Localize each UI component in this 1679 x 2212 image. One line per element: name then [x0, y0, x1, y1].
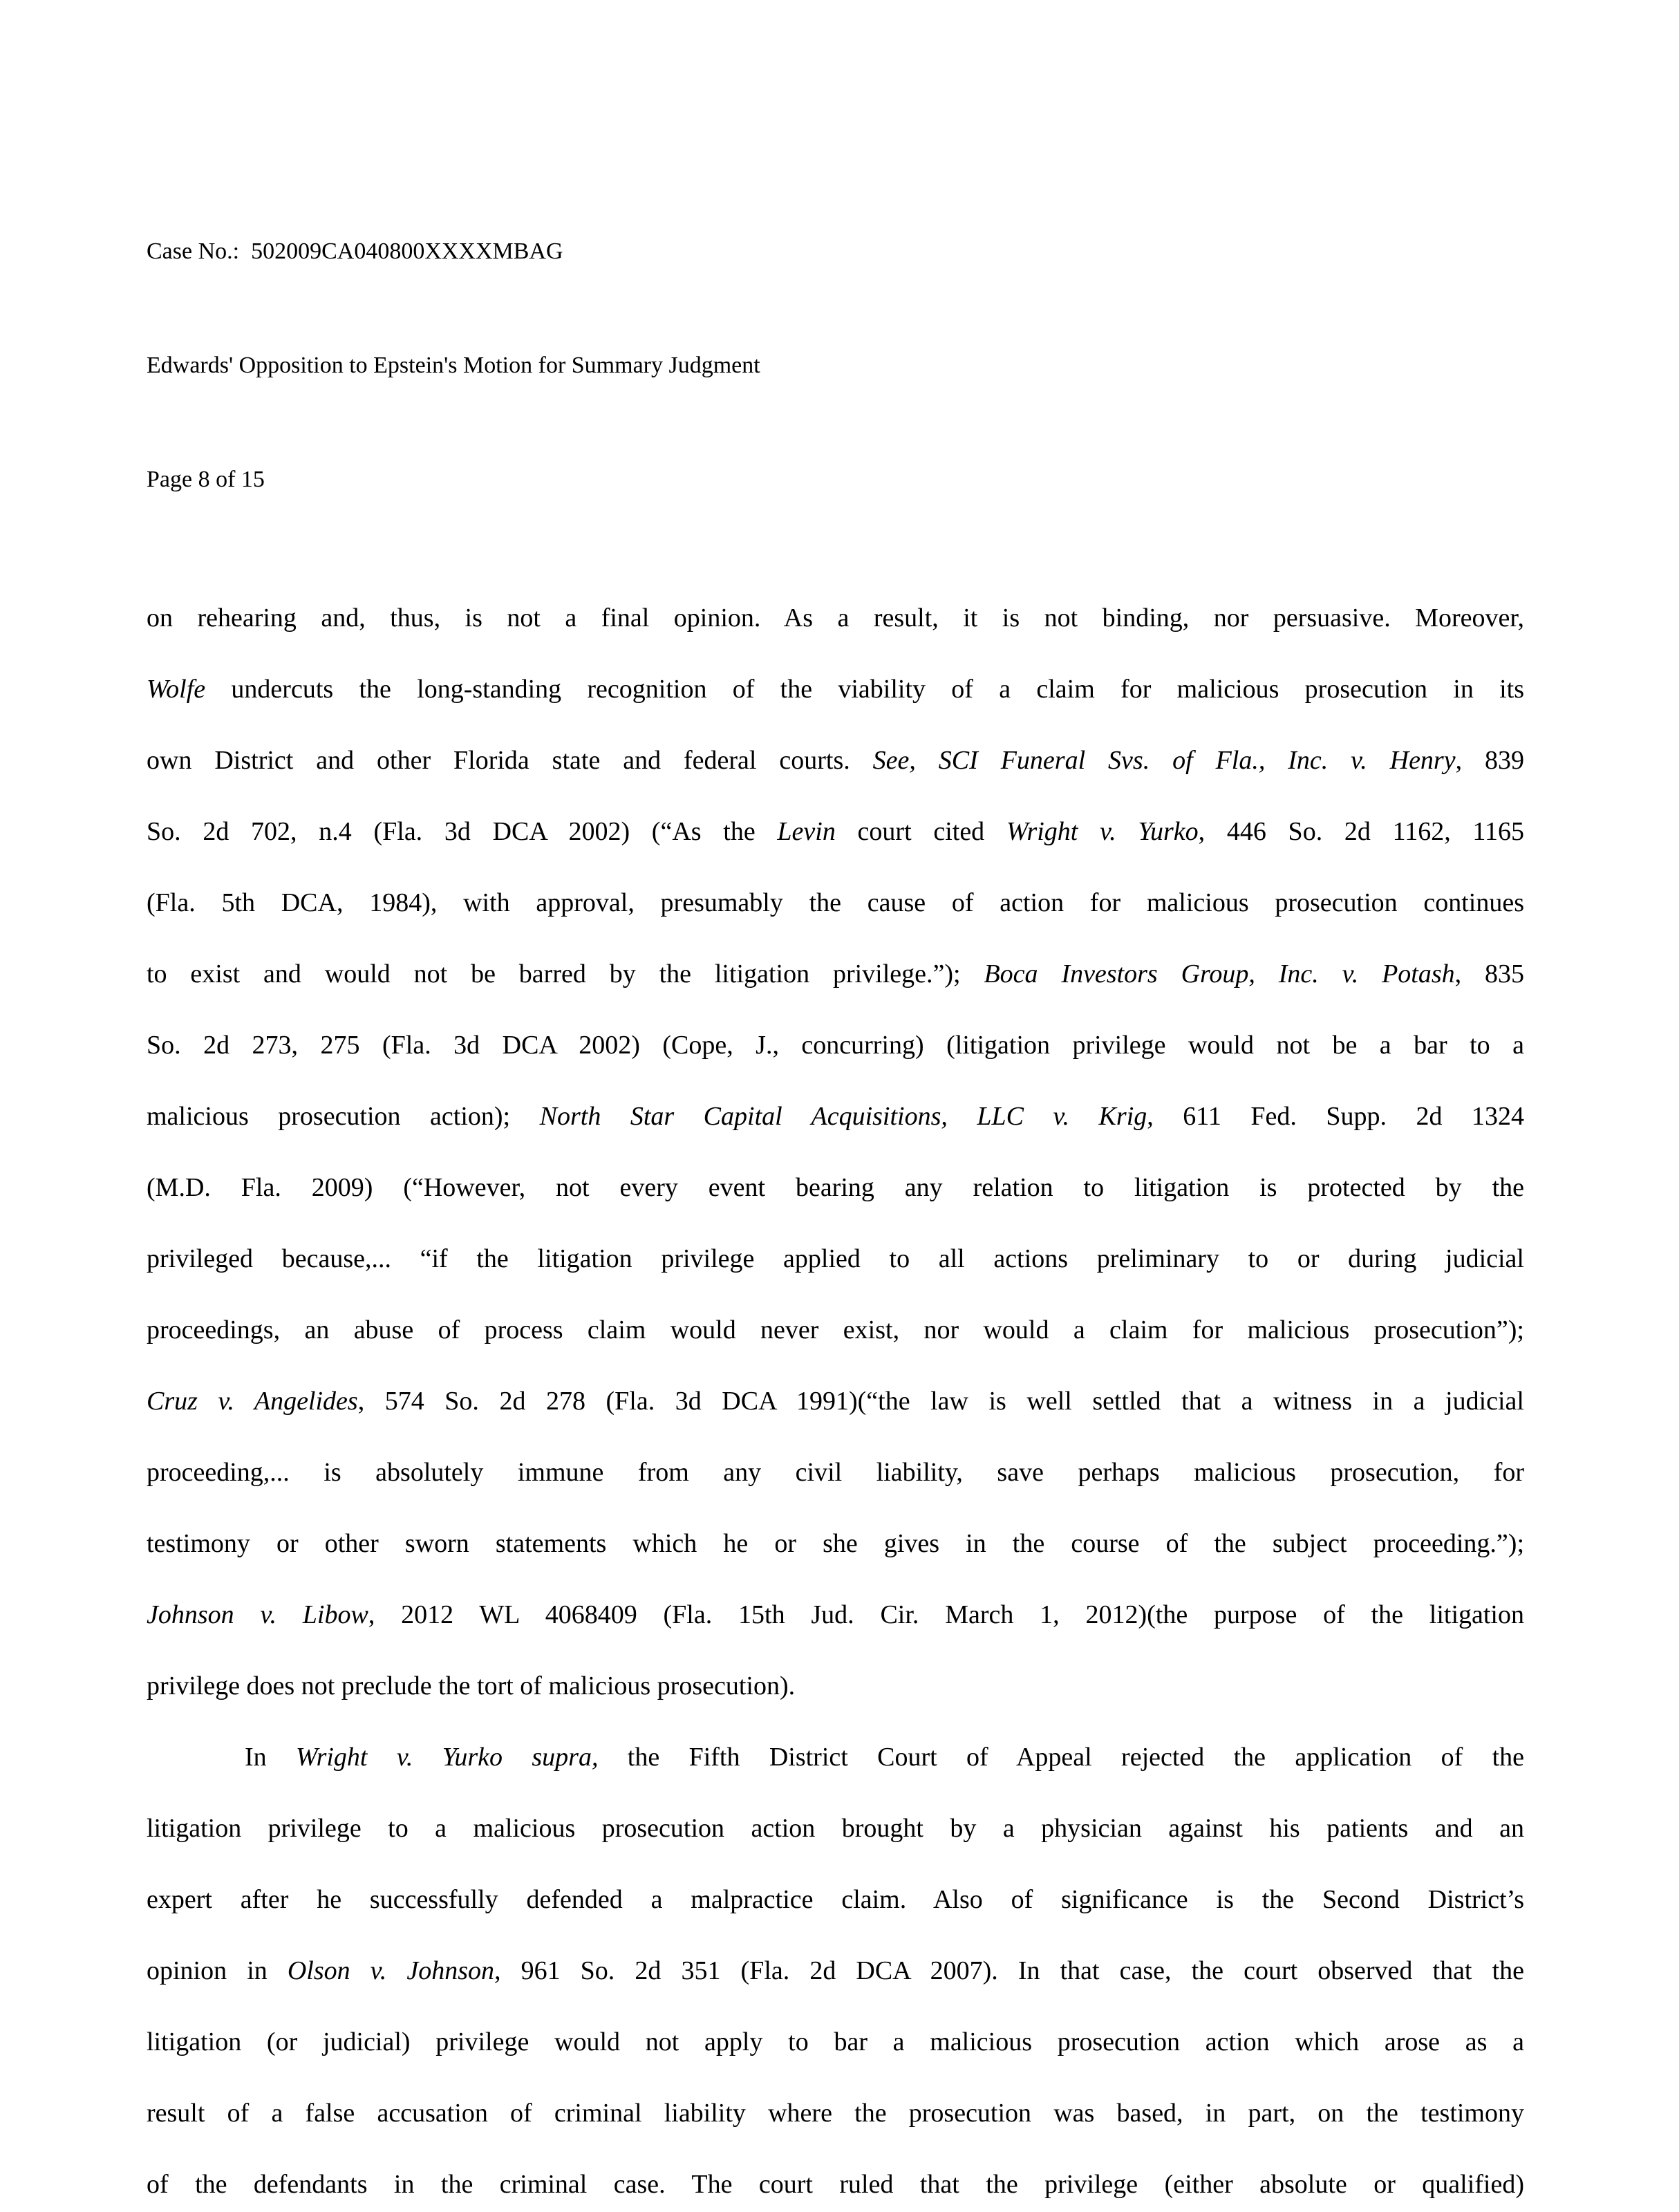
case-citation: See, SCI Funeral Svs. of Fla., Inc. v. Henry	[872, 746, 1456, 775]
case-citation: Cruz v. Angelides	[147, 1387, 358, 1416]
body-line	[147, 1366, 1524, 1437]
case-citation: Olson v. Johnson,	[287, 1956, 501, 1985]
text-segment: , 446 So. 2d 1162, 1165	[1198, 817, 1524, 846]
text-segment: , 835	[1454, 959, 1525, 988]
text-segment: expert after he successfully defended a malpractice claim. Also of significance is the Second District’s	[147, 1885, 1524, 1914]
body-line	[147, 2007, 1524, 2078]
text-segment: privileged because,... “if the litigation privilege applied to all actions preliminary to or during judicial	[147, 1244, 1524, 1273]
text-segment: litigation privilege to a malicious prosecution action brought by a physician against his patients and an	[147, 1814, 1524, 1843]
text-segment: litigation (or judicial) privilege would not apply to bar a malicious prosecution action which arose as a	[147, 2027, 1524, 2056]
text-segment: to exist and would not be barred by the litigation privilege.”);	[147, 959, 984, 988]
body-line	[147, 1580, 1524, 1651]
text-segment: In	[245, 1743, 297, 1772]
body-line	[147, 1224, 1524, 1295]
body-line	[147, 2078, 1524, 2149]
body-line	[147, 1081, 1524, 1152]
text-segment: , 611 Fed. Supp. 2d 1324	[1147, 1102, 1524, 1131]
body-line	[147, 1508, 1524, 1580]
text-segment: , 839	[1455, 746, 1525, 775]
page-number: Page 8 of 15	[147, 467, 265, 492]
text-segment: (Fla. 5th DCA, 1984), with approval, presumably the cause of action for malicious prosecution continues	[147, 888, 1524, 917]
case-citation: Levin	[777, 817, 836, 846]
body-line	[147, 1651, 1524, 1722]
case-citation: North Star Capital Acquisitions, LLC v. Krig	[539, 1102, 1147, 1131]
text-segment: proceedings, an abuse of process claim would never exist, nor would a claim for malicious prosecution”);	[147, 1315, 1524, 1344]
text-segment: own District and other Florida state and federal courts.	[147, 746, 873, 775]
body-line	[147, 725, 1524, 796]
case-citation: Johnson v. Libow	[147, 1600, 368, 1629]
body-line	[147, 1295, 1524, 1366]
text-segment: , 2012 WL 4068409 (Fla. 15th Jud. Cir. March 1, 2012)(the purpose of the litigation	[368, 1600, 1524, 1629]
body-line	[147, 1437, 1524, 1508]
text-segment: , 574 So. 2d 278 (Fla. 3d DCA 1991)(“the law is well settled that a witness in a judicial	[357, 1387, 1524, 1416]
text-segment: (M.D. Fla. 2009) (“However, not every event bearing any relation to litigation is protected by the	[147, 1173, 1524, 1202]
body-line	[147, 1722, 1524, 1793]
case-citation: Boca Investors Group, Inc. v. Potash	[984, 959, 1455, 988]
text-segment: 961 So. 2d 351 (Fla. 2d DCA 2007). In that case, the court observed that the	[500, 1956, 1524, 1985]
body-line	[147, 2149, 1524, 2212]
text-segment: privilege does not preclude the tort of malicious prosecution).	[147, 1671, 796, 1700]
body-line	[147, 1010, 1524, 1081]
text-segment: proceeding,... is absolutely immune from any civil liability, save perhaps malicious prosecution, for	[147, 1458, 1524, 1487]
body-line	[147, 796, 1524, 868]
text-segment: testimony or other sworn statements which he or she gives in the course of the subject proceeding.”);	[147, 1529, 1524, 1558]
case-citation: Wright v. Yurko supra,	[296, 1743, 599, 1772]
text-segment: of the defendants in the criminal case. The court ruled that the privilege (either absolute or qualified)	[147, 2170, 1524, 2199]
document-header	[147, 156, 1524, 574]
body-line	[147, 1152, 1524, 1224]
text-segment: undercuts the long-standing recognition of the viability of a claim for malicious prosecution in its	[205, 675, 1524, 704]
text-segment: on rehearing and, thus, is not a final opinion. As a result, it is not binding, nor persuasive. Moreover,	[147, 603, 1524, 632]
body-line	[147, 654, 1524, 725]
body-line	[147, 1793, 1524, 1864]
body-line	[147, 1936, 1524, 2007]
text-segment: So. 2d 273, 275 (Fla. 3d DCA 2002) (Cope, J., concurring) (litigation privilege would not be a bar to a	[147, 1031, 1524, 1060]
document-title: Edwards' Opposition to Epstein's Motion for Summary Judgment	[147, 353, 760, 378]
case-number: Case No.: 502009CA040800XXXXMBAG	[147, 238, 563, 264]
body-line	[147, 583, 1524, 654]
text-segment: opinion in	[147, 1956, 288, 1985]
case-citation: Wright v. Yurko	[1006, 817, 1199, 846]
text-segment: malicious prosecution action);	[147, 1102, 540, 1131]
paragraph	[147, 583, 1524, 1722]
body-line	[147, 939, 1524, 1010]
case-citation: Wolfe	[147, 675, 206, 704]
text-segment: the Fifth District Court of Appeal rejected the application of the	[598, 1743, 1525, 1772]
text-segment: So. 2d 702, n.4 (Fla. 3d DCA 2002) (“As the	[147, 817, 778, 846]
body-line	[147, 868, 1524, 939]
text-segment: court cited	[835, 817, 1006, 846]
document-body	[147, 583, 1524, 2212]
text-segment: result of a false accusation of criminal liability where the prosecution was based, in part, on the testimony	[147, 2099, 1524, 2128]
body-line	[147, 1864, 1524, 1936]
paragraph	[147, 1722, 1524, 2212]
